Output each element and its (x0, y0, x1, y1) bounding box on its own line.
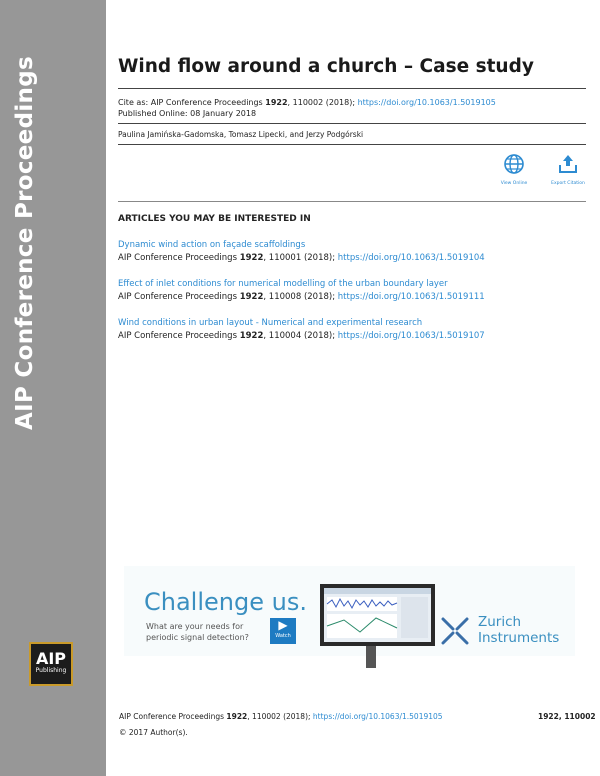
aip-publishing-logo[interactable] (29, 642, 73, 686)
monitor-stand (366, 646, 376, 668)
sidebar (0, 0, 106, 776)
monitor-screen (324, 588, 431, 642)
ad-subtext: What are your needs for periodic signal detection? (146, 622, 249, 642)
monitor-image (320, 584, 435, 646)
advertisement-banner[interactable] (124, 566, 575, 656)
logo-publishing-text: Publishing (35, 667, 67, 674)
zurich-instruments-brand: Zurich Instruments (478, 614, 560, 646)
footer-doi-link[interactable]: https://doi.org/10.1063/1.5019105 (312, 712, 443, 721)
cite-doi-link[interactable]: https://doi.org/10.1063/1.5019105 (357, 98, 496, 107)
view-online-button[interactable] (494, 153, 534, 186)
divider (118, 201, 586, 202)
authors: Paulina Jamińska-Gadomska, Tomasz Lipecki, and Jerzy Podgórski (118, 130, 364, 139)
footer-citation: AIP Conference Proceedings 1922, 110002 (2018); https://doi.org/10.1063/1.5019105 (119, 712, 443, 721)
related-article-title-link[interactable]: Dynamic wind action on façade scaffoldings (118, 240, 306, 250)
related-article: Effect of inlet conditions for numerical modelling of the urban boundary layer AIP Conference Proceedings 1922, 110008 (2018); https://doi.org/10.1063/1.5019111 (118, 279, 485, 302)
related-article-doi-link[interactable]: https://doi.org/10.1063/1.5019111 (337, 292, 485, 302)
cite-as: Cite as: AIP Conference Proceedings 1922, 110002 (2018); https://doi.org/10.1063/1.5019105 (118, 98, 496, 107)
ad-headline: Challenge us. (144, 588, 307, 616)
related-article: Wind conditions in urban layout - Numerical and experimental research AIP Conference Proceedings 1922, 110004 (2018); https://doi.org/10.1063/1.5019107 (118, 318, 485, 341)
view-online-label: View Online (500, 181, 528, 186)
logo-aip-text: AIP (35, 649, 67, 668)
watch-button[interactable] (270, 618, 296, 644)
footer-page-ref: 1922, 110002 (538, 712, 596, 721)
export-icon (557, 153, 579, 175)
divider (118, 123, 586, 124)
globe-icon (503, 153, 525, 175)
related-article-title-link[interactable]: Effect of inlet conditions for numerical modelling of the urban boundary layer (118, 279, 448, 289)
journal-vertical-title: AIP Conference Proceedings (12, 56, 38, 430)
published-date: Published Online: 08 January 2018 (118, 109, 257, 118)
divider (118, 88, 586, 89)
watch-label: Watch (275, 633, 291, 639)
related-article: Dynamic wind action on façade scaffoldings AIP Conference Proceedings 1922, 110001 (2018); https://doi.org/10.1063/1.5019104 (118, 240, 485, 263)
divider (118, 144, 586, 145)
export-citation-button[interactable] (548, 153, 588, 186)
export-citation-label: Export Citation (551, 181, 585, 186)
related-article-doi-link[interactable]: https://doi.org/10.1063/1.5019104 (337, 253, 485, 263)
play-icon: ▶ (278, 618, 288, 632)
related-article-doi-link[interactable]: https://doi.org/10.1063/1.5019107 (337, 331, 485, 341)
related-article-title-link[interactable]: Wind conditions in urban layout - Numerical and experimental research (118, 318, 423, 328)
related-articles-heading: ARTICLES YOU MAY BE INTERESTED IN (118, 214, 311, 224)
zurich-instruments-logo-icon (440, 616, 470, 646)
paper-title: Wind flow around a church – Case study (118, 56, 534, 77)
copyright: © 2017 Author(s). (119, 728, 188, 737)
